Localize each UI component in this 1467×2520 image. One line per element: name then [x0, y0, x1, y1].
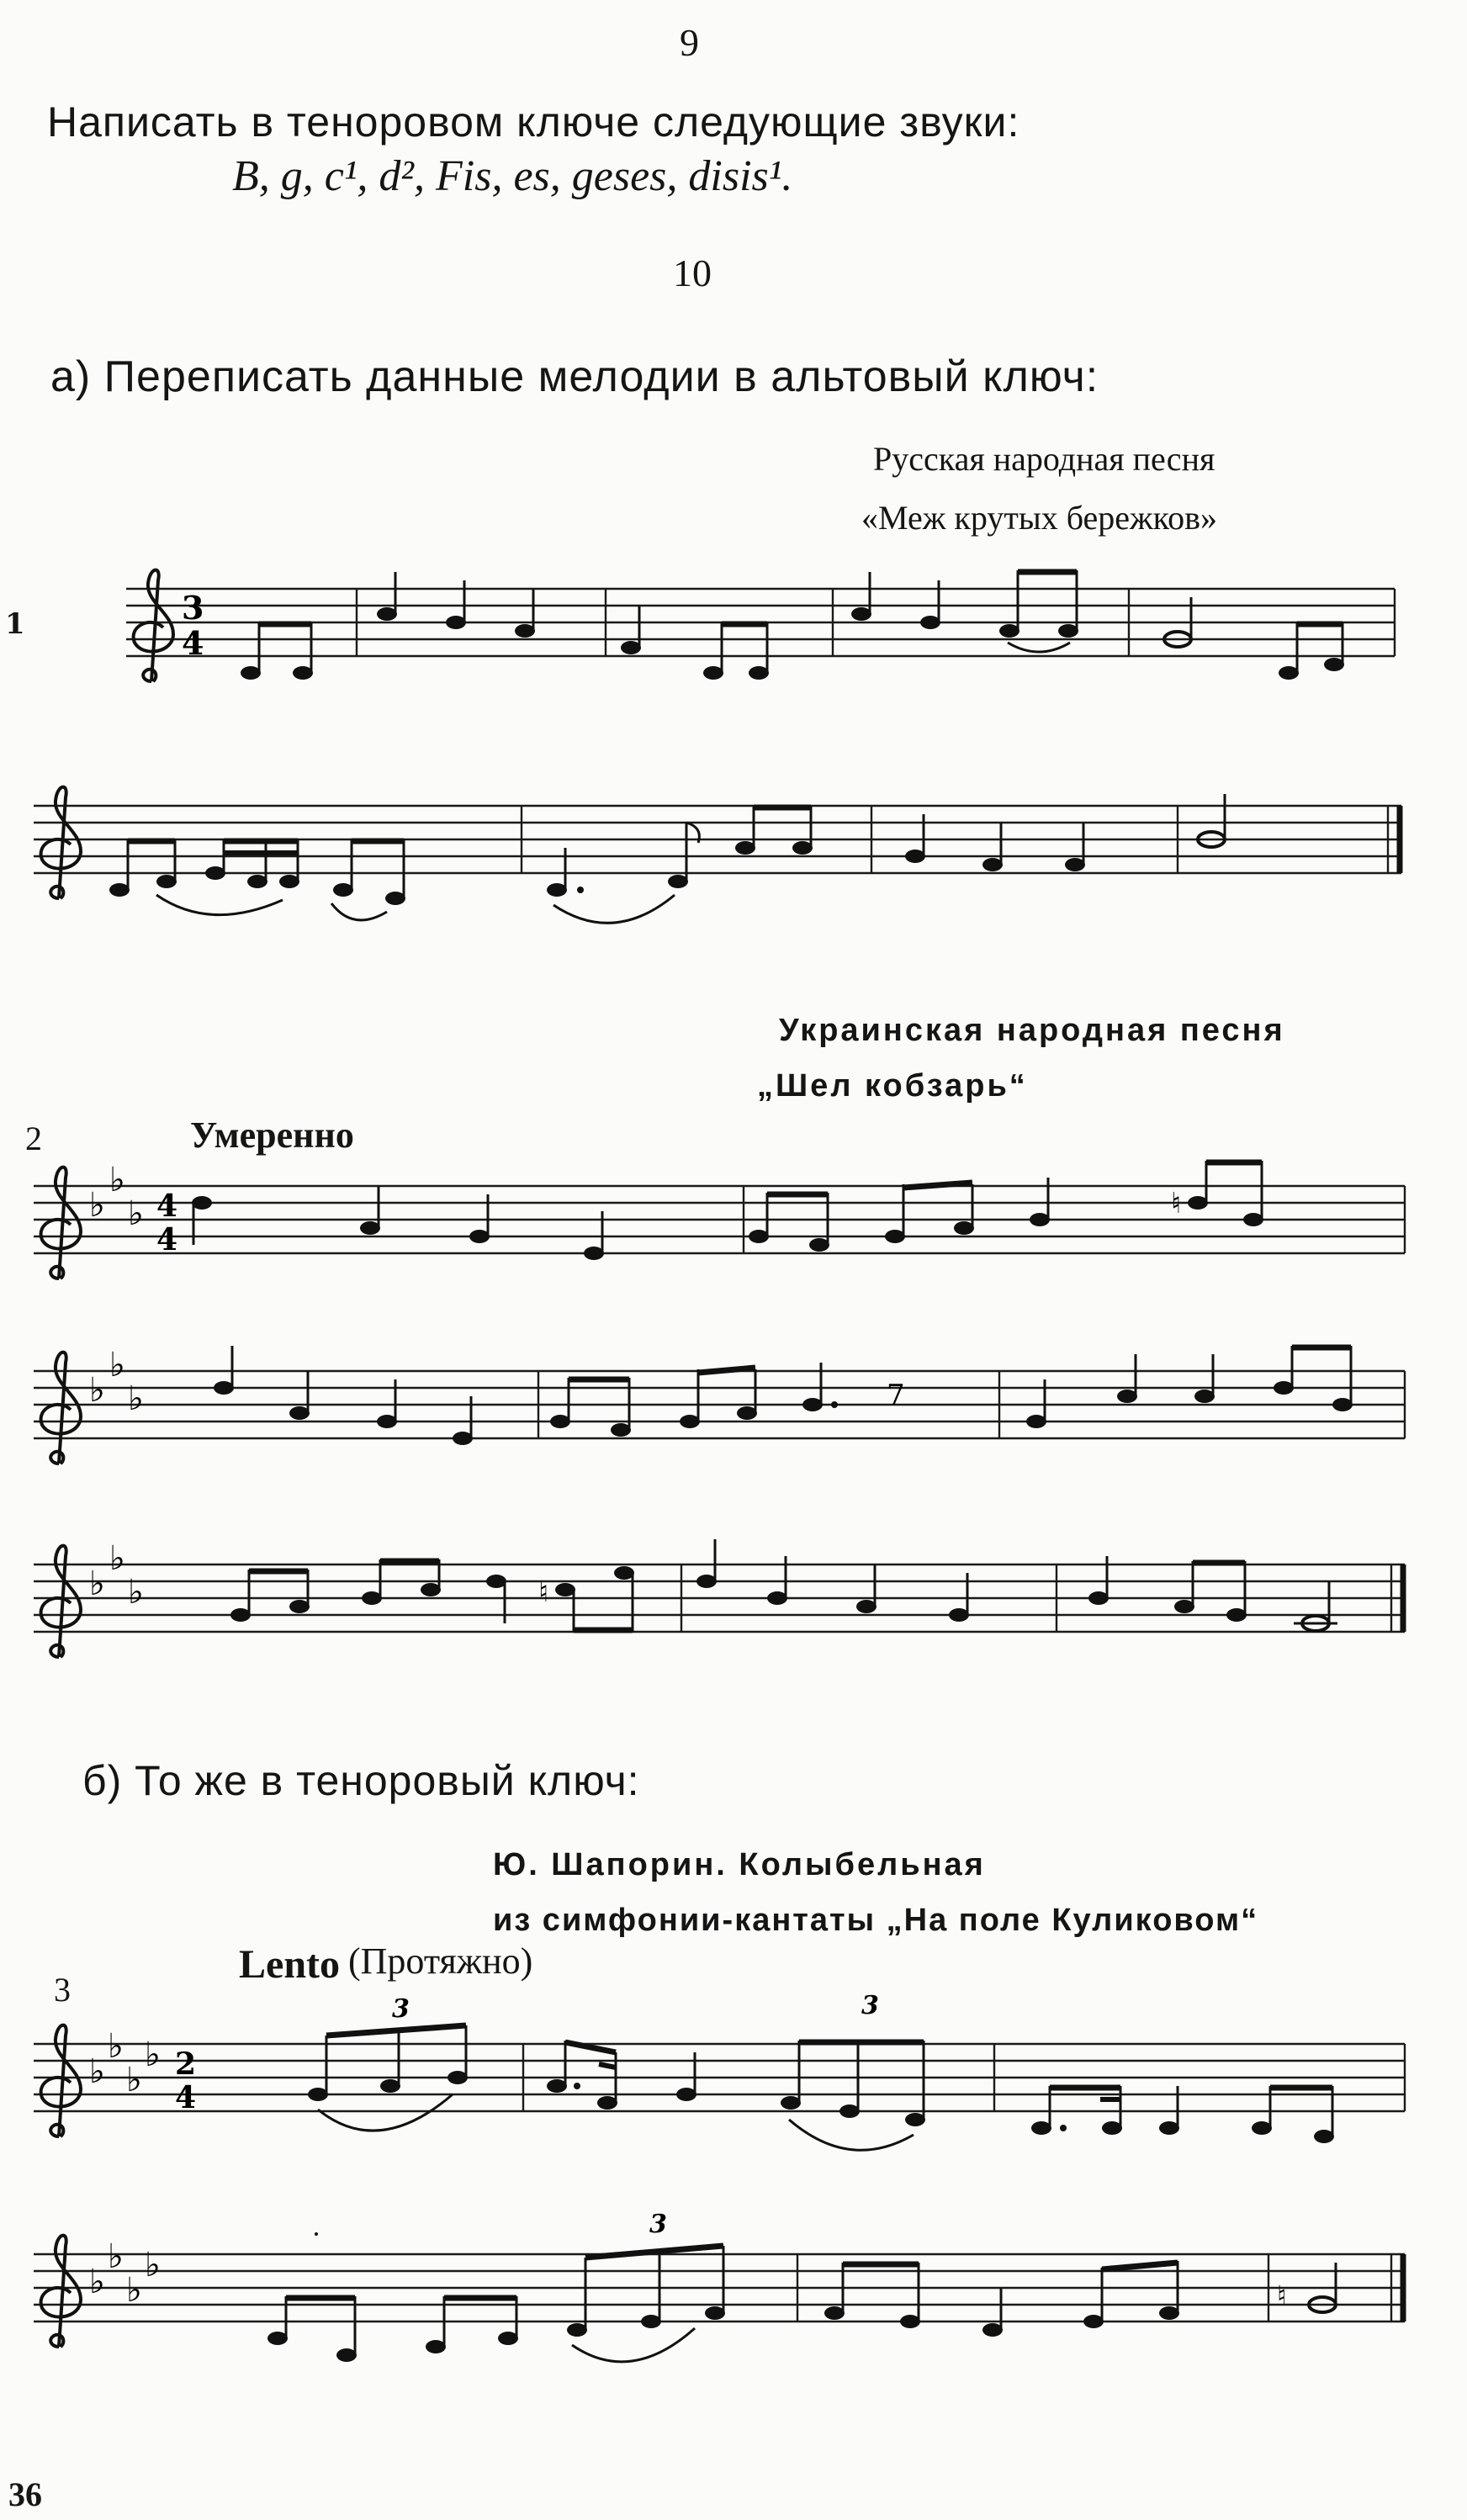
melody-3-tempo: Lento — [239, 1942, 340, 1987]
triplet-mark: 3 — [649, 2210, 667, 2239]
flat-icon: ♭ — [128, 1379, 144, 1418]
flat-icon: ♭ — [89, 1186, 105, 1225]
triplet-mark: 3 — [392, 1994, 410, 2024]
melody-2-system-3 — [25, 1514, 1455, 1682]
melody-1-index: 1 — [5, 607, 25, 641]
flat-icon: ♭ — [109, 1161, 125, 1199]
exercise-9-instruction: Написать в теноровом ключе следующие звуки: — [47, 98, 1020, 146]
flat-icon: ♭ — [108, 2237, 124, 2276]
exercise-9-notes: B, g, c¹, d², Fis, es, geses, disis¹. — [232, 152, 793, 200]
melody-1-system-1 — [25, 555, 1455, 732]
treble-clef-icon — [41, 1167, 81, 1279]
melody-1-system-2 — [25, 764, 1455, 957]
flat-icon: ♭ — [108, 2027, 124, 2066]
melody-3-source-line1: Ю. Шапорин. Колыбельная — [493, 1847, 986, 1882]
flat-icon: ♭ — [89, 1371, 105, 1410]
melody-1-source-line1: Русская народная песня — [873, 440, 1215, 478]
melody-3-system-1 — [25, 1985, 1455, 2162]
flat-icon: ♭ — [89, 1564, 105, 1603]
flat-icon: ♭ — [128, 1573, 144, 1612]
flat-icon: ♭ — [126, 2061, 142, 2099]
svg-text:4: 4 — [182, 624, 204, 662]
melody-2-source-line1: Украинская народная песня — [779, 1013, 1285, 1048]
svg-text:3: 3 — [182, 589, 204, 627]
treble-clef-icon — [41, 1546, 81, 1657]
treble-clef-icon — [41, 2236, 81, 2347]
svg-text:4: 4 — [175, 2080, 197, 2115]
flat-icon: ♭ — [145, 2246, 161, 2284]
triplet-mark: 3 — [861, 1991, 879, 2020]
natural-icon: ♮ — [1171, 1187, 1182, 1220]
svg-text:4: 4 — [156, 1189, 178, 1224]
flat-icon: ♭ — [109, 1539, 125, 1578]
melody-1-source-line2: «Меж крутых бережков» — [861, 499, 1217, 537]
melody-2-tempo: Умеренно — [190, 1114, 354, 1156]
melody-3-index: 3 — [54, 1971, 71, 2009]
natural-icon: ♮ — [1277, 2279, 1287, 2311]
melody-2-system-1 — [25, 1136, 1455, 1304]
melody-3-tempo-translation: (Протяжно) — [348, 1940, 533, 1982]
flat-icon: ♭ — [89, 2263, 105, 2301]
exercise-10-part-b: б) То же в теноровый ключ: — [82, 1757, 640, 1804]
treble-clef-icon — [41, 2025, 81, 2136]
svg-text:2: 2 — [175, 2046, 197, 2082]
flat-icon: ♭ — [109, 1346, 125, 1384]
svg-text:7: 7 — [887, 1379, 905, 1412]
flat-icon: ♭ — [128, 1194, 144, 1233]
flat-icon: ♭ — [126, 2271, 142, 2310]
natural-icon: ♮ — [538, 1575, 549, 1609]
exercise-10-number: 10 — [673, 251, 712, 294]
exercise-10-part-a: а) Переписать данные мелодии в альтовый ключ: — [50, 352, 1099, 401]
melody-2-system-2 — [25, 1321, 1455, 1489]
exercise-9-number: 9 — [680, 21, 699, 64]
flat-icon: ♭ — [89, 2052, 105, 2091]
treble-clef-icon — [41, 1353, 81, 1464]
flat-icon: ♭ — [145, 2036, 161, 2074]
page-number: 36 — [8, 2475, 42, 2513]
melody-3-system-2 — [25, 2195, 1455, 2372]
melody-3-source-line2: из симфонии-кантаты „На поле Куликовом“ — [493, 1903, 1259, 1938]
treble-clef-icon — [134, 570, 173, 681]
svg-text:4: 4 — [156, 1222, 178, 1257]
melody-2-index: 2 — [25, 1120, 42, 1157]
treble-clef-icon — [41, 787, 81, 898]
melody-2-source-line2: „Шел кобзарь“ — [757, 1068, 1028, 1104]
